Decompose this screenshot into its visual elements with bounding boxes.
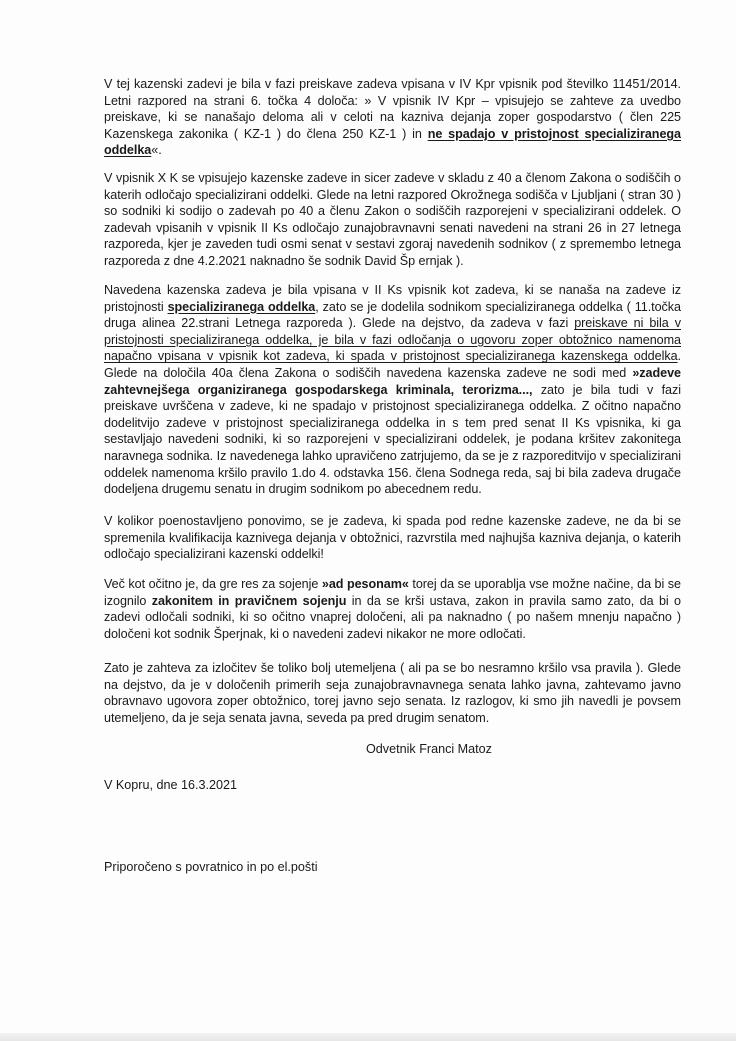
paragraph-4-text: V kolikor poenostavljeno ponovimo, se je zadeva, ki spada pod redne kazenske zadeve, ne da bi se spremenila kvalifikacija kaznivega dejanja v obtožnici, razvrstila med najhujša kazniva dejanja, o katerih odločajo specializirani kazenski oddelki! (104, 514, 681, 562)
paragraph-1-closing: «. (151, 143, 162, 158)
paragraph-5-text-c: in da se krši ustava, zakon in pravila samo zato, da bi o zadevi odločali sodniki, ki so očitno vnaprej določeni, ali pa naknadno ( po našem mnenju napačno ) določeni kot sodnik Šperjnak, ki o navedeni zadevi nikakor ne more odločati. (104, 593, 681, 641)
paragraph-5 (104, 576, 681, 642)
paragraph-5-text-b: torej da se uporablja vse možne načine, da bi se izognilo (104, 577, 681, 608)
paragraph-5-bold-ad-personam: »ad pesonam« (321, 577, 409, 591)
paragraph-3-text-d: zato je bila tudi v fazi preiskave uvrščena v zadeve, ki ne spadajo v pristojnost specializiranega oddelka. Z očitno napačno dodelitvijo zadeve v pristojnost specializiranega oddelka in s tem pred senat II Ks vpisnika, ki ga sestavljajo navedeni sodniki, ki so razporejeni v specializirani oddelek, je podana kršitev zakonitega naravnega sodnika. Iz navedenega lahko upravičeno zatrjujemo, da se je z razporeditvijo v specializirani oddelek namenoma kršilo pravilo 1.do 4. odstavka 156. člena Sodnega reda, saj bi bila zadeva drugače dodeljena drugemu senatu in drugim sodnikom po abecednem redu. (104, 382, 681, 497)
paragraph-3-text-a: Navedena kazenska zadeva je bila vpisana v II Ks vpisnik kot zadeva, ki se nanaša na zadeve iz pristojnosti (104, 283, 681, 314)
paragraph-3 (104, 282, 681, 498)
delivery-note: Priporočeno s povratnico in po el.pošti (104, 860, 318, 874)
paragraph-6-text: Zato je zahteva za izločitev še toliko bolj utemeljena ( ali pa se bo nesramno kršilo vsa pravila ). Glede na dejstvo, da je v določenih primerih seja zunajobravnavnega senata lahko javna, zahtevamo javno obravnavo ugovora zoper obtožnico, torej javno sejo senata. Iz razlogov, ki smo jih navedli je povsem utemeljeno, da je seja senata javna, seveda pa pred drugim senatom. (104, 661, 681, 725)
paragraph-4 (104, 513, 681, 563)
paragraph-3-underlined-passage: preiskave ni bila v pristojnosti specializiranega oddelka, je bila v fazi odločanja o ugovoru zoper obtožnico namenoma napačno vpisana v vpisnik kot zadeva, ki spada v pristojnost specializiranega kazenskega oddelka (104, 316, 681, 364)
paragraph-2-text: V vpisnik X K se vpisujejo kazenske zadeve in sicer zadeve v skladu z 40 a členom Zakona o sodiščih o katerih odločajo specializirani oddelki. Glede na letni razpored Okrožnega sodišča v Ljubljani ( stran 30 ) so sodniki ki sodijo o zadevah po 40 a členu Zakon o sodiščih razporejeni v specializirani oddelek. O zadevah vpisanih v vpisnik II Ks odločajo zunajobravnavni senati navedeni na strani 26 in 27 letnega razporeda, kjer je zaveden tudi osmi senat v sestavi zgoraj navedenih sodnikov ( z spremembo letnega razporeda z dne 4.2.2021 naknadno še sodnik David Šp ernjak ). (104, 171, 681, 268)
paragraph-3-text-c: . Glede na določila 40a člena Zakona o sodiščih navedena kazenska zadeve ne sodi med (104, 349, 681, 380)
scan-bottom-edge (0, 1033, 736, 1041)
signature-line: Odvetnik Franci Matoz (366, 742, 492, 756)
paragraph-6 (104, 660, 681, 726)
paragraph-3-emphasis-specialized: specializiranega oddelka (167, 299, 316, 314)
paragraph-3-bold-quote: »zadeve zahtevnejšega organiziranega gospodarskega kriminala, terorizma..., (104, 365, 681, 397)
paragraph-2 (104, 170, 681, 270)
paragraph-1-emphasis: ne spadajo v pristojnost specializiranega oddelka (104, 126, 681, 158)
place-date: V Kopru, dne 16.3.2021 (104, 778, 238, 792)
paragraph-1-text: V tej kazenski zadevi je bila v fazi preiskave zadeva vpisana v IV Kpr vpisnik pod številko 11451/2014. Letni razpored na strani 6. točka 4 določa: » V vpisnik IV Kpr – vpisujejo se zahteve za uvedbo preiskave, ki se nanašajo deloma ali v celoti na kazniva dejanja zoper gospodarstvo ( člen 225 Kazenskega zakonika ( KZ-1 ) do člena 250 KZ-1 ) in (104, 77, 681, 141)
paragraph-5-bold-fair-trial: zakonitem in pravičnem sojenju (151, 593, 347, 608)
paragraph-1 (104, 76, 681, 159)
paragraph-5-text-a: Več kot očitno je, da gre res za sojenje (104, 577, 322, 591)
paragraph-3-text-b: , zato se je dodelila sodnikom specializiranega oddelka ( 11.točka druga alinea 22.strani Letnega razporeda ). Glede na dejstvo, da zadeva v fazi (104, 299, 682, 331)
